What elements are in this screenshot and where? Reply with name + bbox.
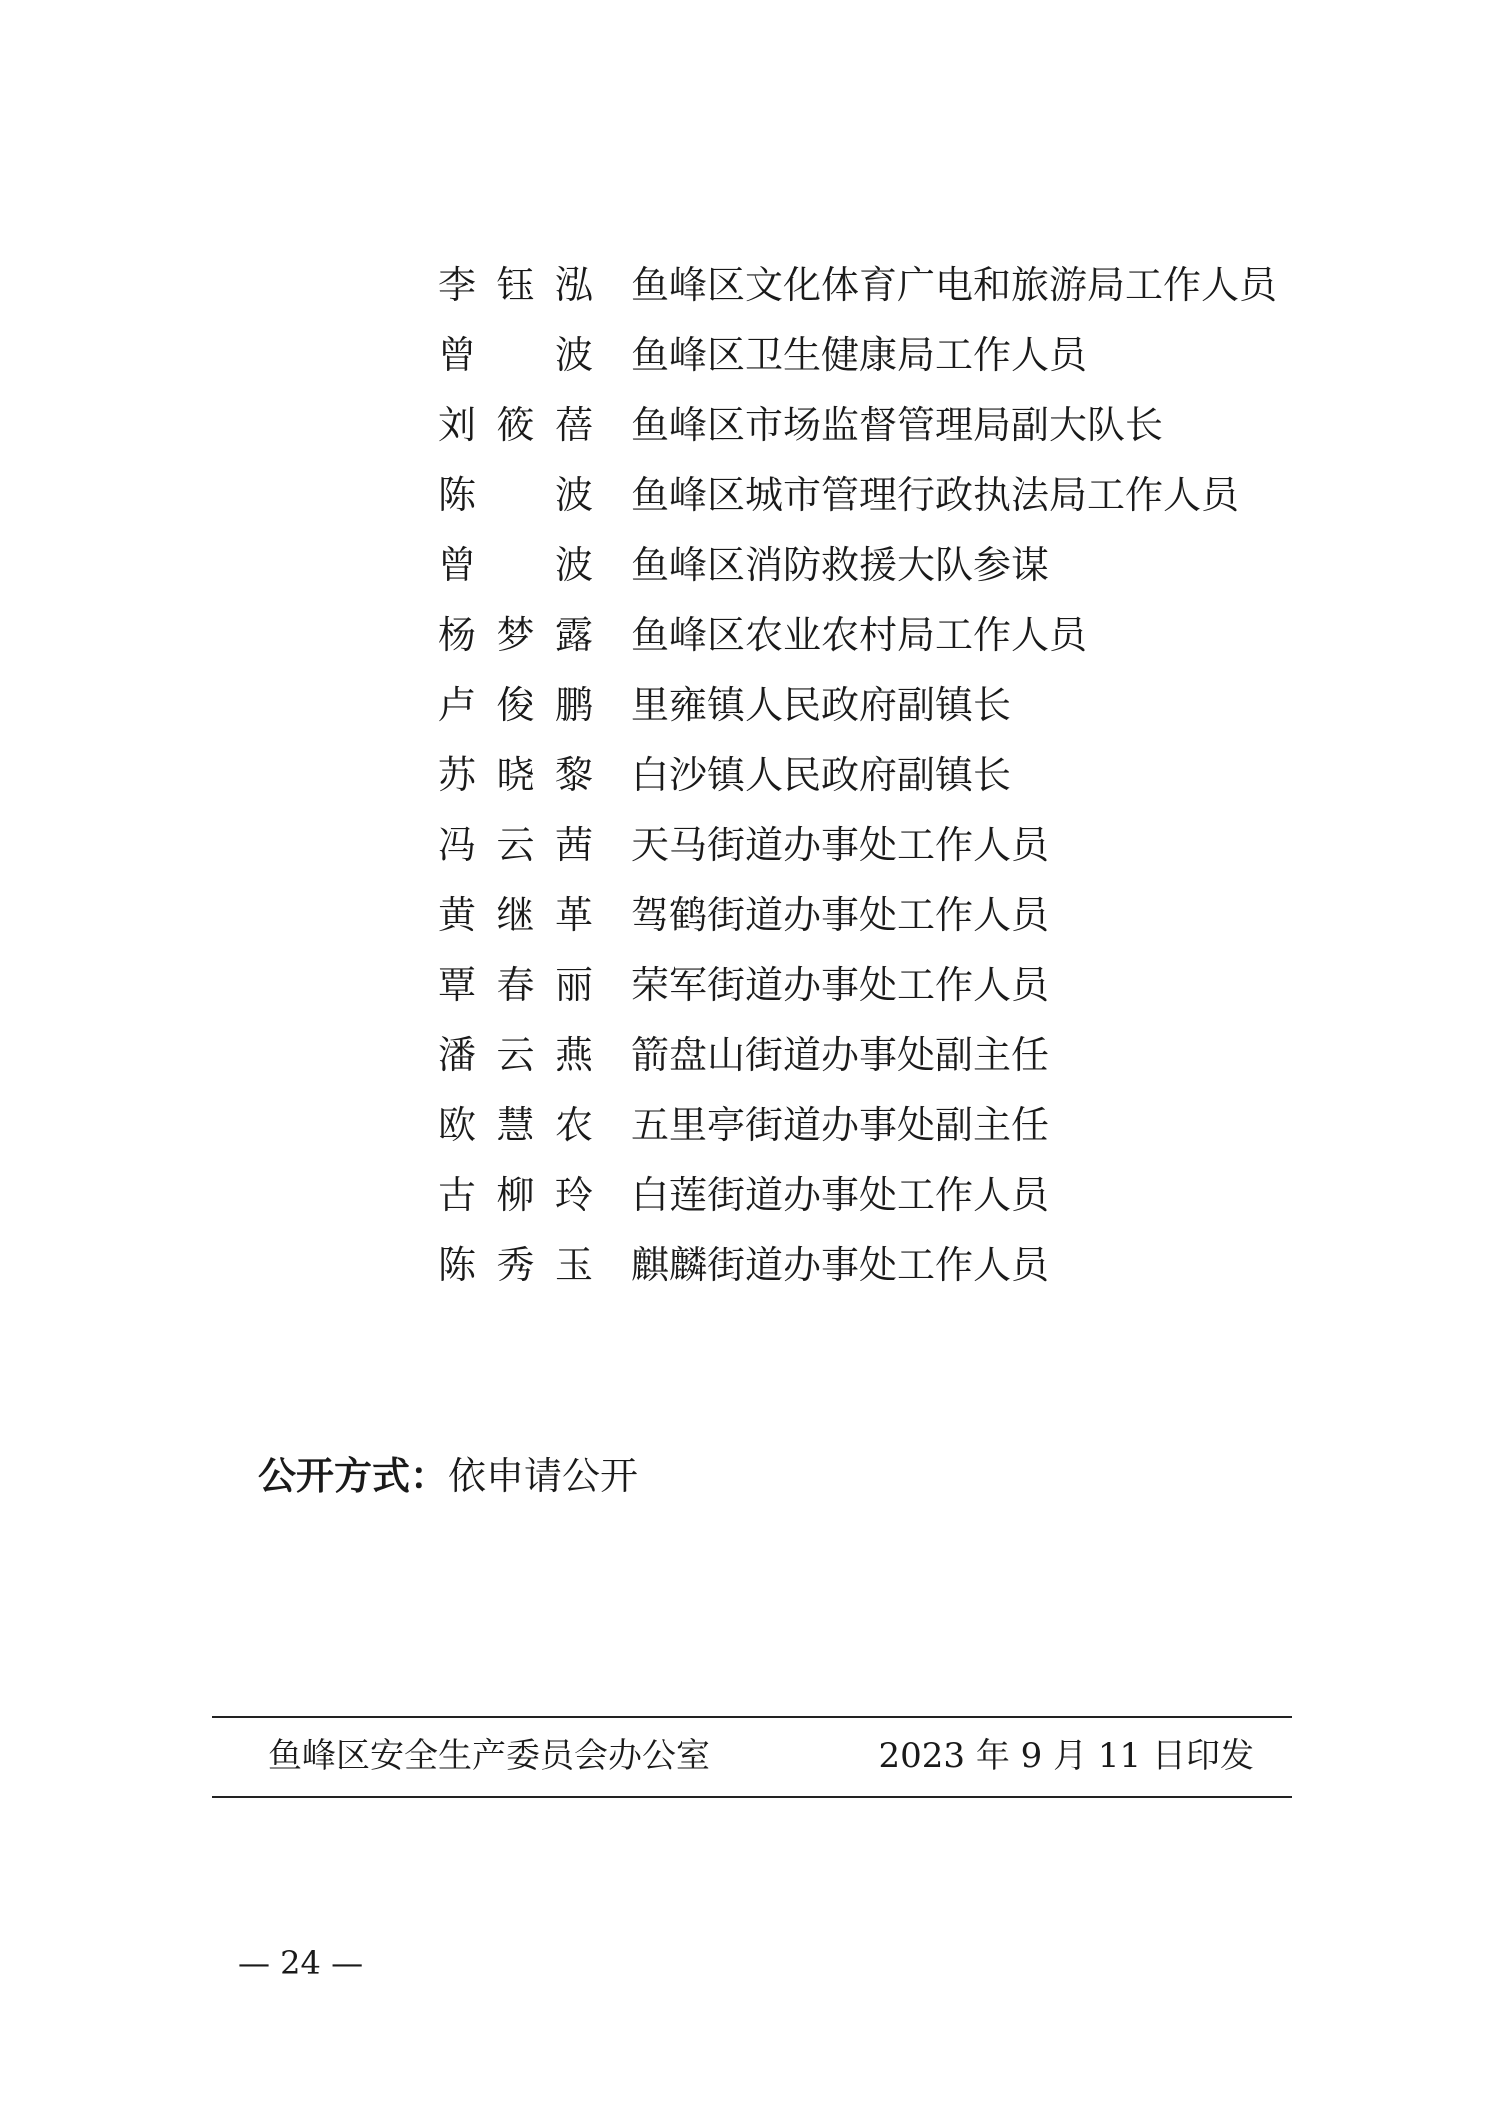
member-row xyxy=(438,530,1277,600)
member-row xyxy=(438,250,1277,320)
member-name: 李钰泓 xyxy=(438,263,593,307)
member-role: 鱼峰区文化体育广电和旅游局工作人员 xyxy=(631,263,1278,307)
member-name: 欧慧农 xyxy=(438,1103,593,1147)
member-row xyxy=(438,390,1277,460)
member-role: 荣军街道办事处工作人员 xyxy=(631,963,1050,1007)
member-role: 鱼峰区消防救援大队参谋 xyxy=(631,543,1050,587)
member-row xyxy=(438,460,1277,530)
member-row xyxy=(438,670,1277,740)
member-name: 冯云茜 xyxy=(438,823,593,867)
member-row xyxy=(438,1230,1277,1300)
member-name: 陈波 xyxy=(438,473,593,517)
member-row xyxy=(438,740,1277,810)
disclosure-value: 依申请公开 xyxy=(448,1454,639,1498)
member-name: 曾波 xyxy=(438,543,593,587)
colophon xyxy=(212,1716,1292,1798)
member-row xyxy=(438,320,1277,390)
member-name: 杨梦露 xyxy=(438,613,593,657)
member-role: 鱼峰区农业农村局工作人员 xyxy=(631,613,1088,657)
member-role: 鱼峰区城市管理行政执法局工作人员 xyxy=(631,473,1240,517)
member-name: 曾波 xyxy=(438,333,593,377)
colophon-date: 2023 年 9 月 11 日印发 xyxy=(878,1736,1254,1776)
member-role: 麒麟街道办事处工作人员 xyxy=(631,1243,1050,1287)
member-row xyxy=(438,880,1277,950)
member-role: 箭盘山街道办事处副主任 xyxy=(631,1033,1050,1077)
disclosure-label: 公开方式： xyxy=(258,1454,449,1498)
member-name: 卢俊鹏 xyxy=(438,683,593,727)
member-row xyxy=(438,1090,1277,1160)
member-row xyxy=(438,1160,1277,1230)
member-role: 天马街道办事处工作人员 xyxy=(631,823,1050,867)
page-number: — 24 — xyxy=(238,1944,364,1982)
member-role: 鱼峰区市场监督管理局副大队长 xyxy=(631,403,1164,447)
member-name: 古柳玲 xyxy=(438,1173,593,1217)
member-role: 五里亭街道办事处副主任 xyxy=(631,1103,1050,1147)
member-list xyxy=(438,250,1277,1300)
member-name: 陈秀玉 xyxy=(438,1243,593,1287)
member-role: 鱼峰区卫生健康局工作人员 xyxy=(631,333,1088,377)
member-row xyxy=(438,1020,1277,1090)
colophon-issuer: 鱼峰区安全生产委员会办公室 xyxy=(268,1736,710,1776)
member-name: 潘云燕 xyxy=(438,1033,593,1077)
member-row xyxy=(438,810,1277,880)
member-name: 黄继革 xyxy=(438,893,593,937)
disclosure-method xyxy=(258,1446,638,1506)
member-role: 白沙镇人民政府副镇长 xyxy=(631,753,1012,797)
member-name: 覃春丽 xyxy=(438,963,593,1007)
member-role: 白莲街道办事处工作人员 xyxy=(631,1173,1050,1217)
member-role: 驾鹤街道办事处工作人员 xyxy=(631,893,1050,937)
member-name: 刘筱蓓 xyxy=(438,403,593,447)
member-name: 苏晓黎 xyxy=(438,753,593,797)
member-row xyxy=(438,950,1277,1020)
member-row xyxy=(438,600,1277,670)
member-role: 里雍镇人民政府副镇长 xyxy=(631,683,1012,727)
